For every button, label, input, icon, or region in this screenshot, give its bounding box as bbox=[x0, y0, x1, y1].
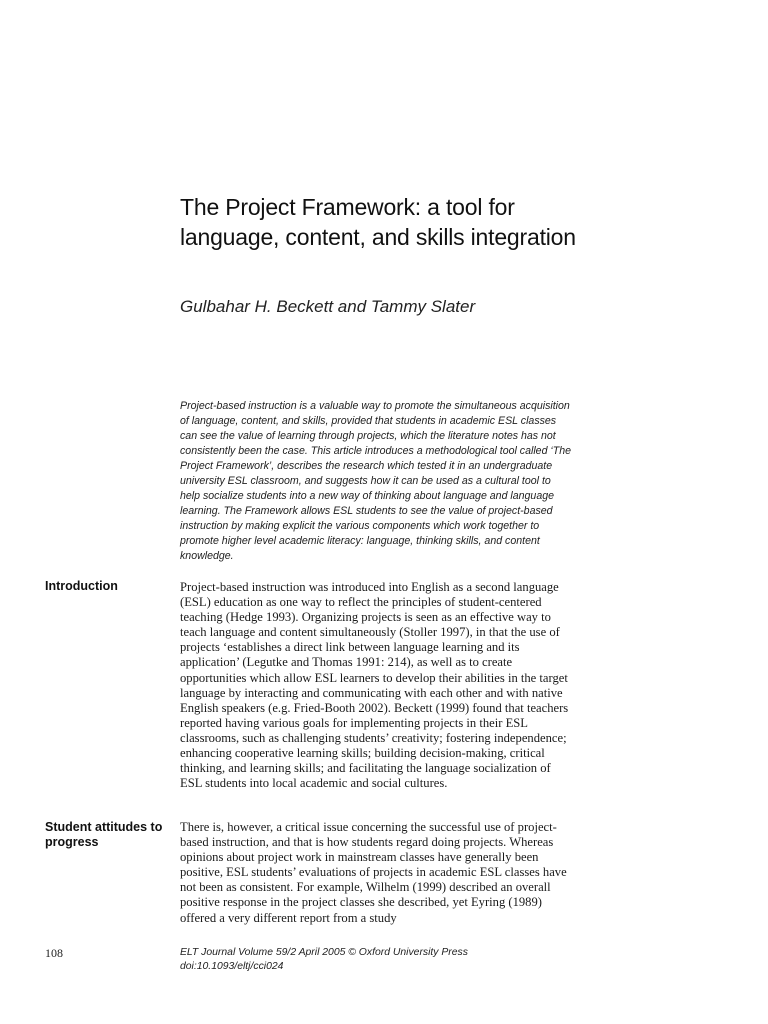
page-number: 108 bbox=[45, 946, 63, 960]
journal-footer bbox=[180, 946, 468, 974]
article-abstract: Project-based instruction is a valuable way to promote the simultaneous acquisition of language, content, and skills, provided that students in academic ESL classes can see the value of learning through projects, which the literature notes has not consistently been the case. This article introduces a methodological tool called ‘The Project Framework’, describes the research which tested it in an undergraduate university ESL classroom, and suggests how it can be used as a cultural tool to help socialize students into a new way of thinking about language and language learning. The Framework allows ESL students to see the value of project-based instruction by making explicit the various components which work together to promote higher level academic literacy: language, thinking skills, and content knowledge. bbox=[180, 400, 572, 562]
doi-text: doi:10.1093/eltj/cci024 bbox=[180, 961, 284, 972]
article-authors: Gulbahar H. Beckett and Tammy Slater bbox=[180, 297, 476, 316]
journal-citation: ELT Journal Volume 59/2 April 2005 © Oxford University Press bbox=[180, 947, 468, 958]
section-heading-student-attitudes: Student attitudes to progress bbox=[45, 820, 163, 849]
section-heading-introduction: Introduction bbox=[45, 579, 118, 593]
introduction-paragraph: Project-based instruction was introduced into English as a second language (ESL) education as one way to reflect the principles of student-centered teaching (Hedge 1993). Organizing projects is seen as an effective way to teach language and content simultaneously (Stoller 1997), in that the use of projects ‘establishes a direct link between language learning and its application’ (Legutke and Thomas 1991: 214), as well as to create opportunities which allow ESL learners to develop their abilities in the target language by interacting and communicating with each other and with native English speakers (e.g. Fried-Booth 2002). Beckett (1999) found that teachers reported having various goals for implementing projects in their ESL classrooms, such as challenging students’ creativity; fostering independence; enhancing cooperative learning skills; building decision-making, critical thinking, and learning skills; and facilitating the language socialization of ESL students into local academic and social cultures. bbox=[180, 580, 569, 791]
student-attitudes-paragraph: There is, however, a critical issue concerning the successful use of project-based instruction, and that is how students regard doing projects. Whereas opinions about project work in mainstream classes have generally been positive, ESL students’ evaluations of projects in academic ESL classes have not been as consistent. For example, Wilhelm (1999) described an overall positive response in the project classes she described, yet Eyring (1989) offered a very different report from a study bbox=[180, 820, 567, 925]
article-title: The Project Framework: a tool for language, content, and skills integration bbox=[180, 194, 576, 250]
